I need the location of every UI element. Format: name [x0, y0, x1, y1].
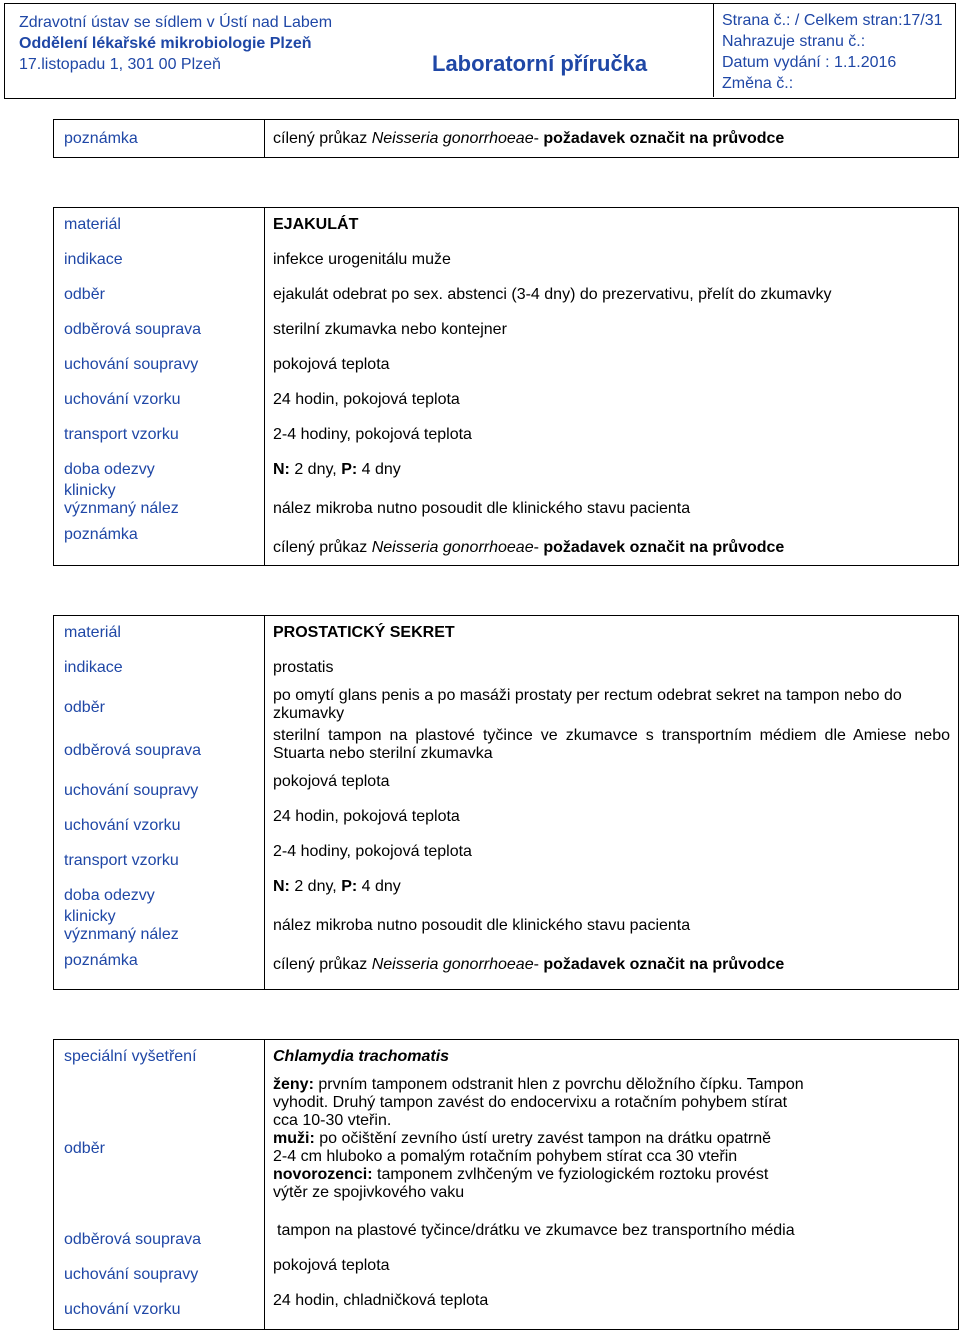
- odezva-n-label: N:: [273, 461, 290, 478]
- label-odber: odběr: [64, 699, 105, 716]
- label-doba-odezvy: doba odezvy: [64, 887, 155, 904]
- novorozenci-text: tamponem zvlhčeným ve fyziologickém roztoku provést výtěr ze spojivkového vaku: [273, 1166, 769, 1201]
- header-meta: [713, 4, 955, 97]
- zeny-text: prvním tamponem odstranit hlen z povrchu děložního čípku. Tampon vyhodit. Druhý tampon zavést do endocervixu a rotačním pohybem stírat cca 10-30 vteřin.: [273, 1076, 804, 1129]
- value-transport: 2-4 hodiny, pokojová teplota: [273, 843, 472, 860]
- chlamydia-values: [265, 1040, 959, 1330]
- label-odber: odběr: [64, 1140, 105, 1157]
- note-table: [53, 119, 959, 158]
- label-poznamka: poznámka: [64, 952, 138, 969]
- value-souprava: sterilní zkumavka nebo kontejner: [273, 321, 507, 338]
- label-poznamka: poznámka: [64, 526, 138, 543]
- ejakulat-values: [265, 208, 959, 566]
- note-text-2: -: [533, 129, 544, 147]
- label-uchovani-vzorku: uchování vzorku: [64, 817, 181, 834]
- value-odber: ejakulát odebrat po sex. abstenci (3-4 dny) do prezervativu, přelít do zkumavky: [273, 286, 832, 303]
- value-material: EJAKULÁT: [273, 216, 359, 233]
- odezva-n-value: 2 dny,: [289, 878, 342, 895]
- label-uchovani-soupravy: uchování soupravy: [64, 1266, 199, 1283]
- value-uchovani-vzorku: 24 hodin, pokojová teplota: [273, 808, 460, 825]
- ejakulat-table: [53, 207, 959, 566]
- issue-date: Datum vydání : 1.1.2016: [722, 54, 897, 71]
- value-transport: 2-4 hodiny, pokojová teplota: [273, 426, 472, 443]
- novorozenci-label: novorozenci:: [273, 1166, 373, 1183]
- replaces-page: Nahrazuje stranu č.:: [722, 33, 866, 50]
- label-indikace: indikace: [64, 251, 123, 268]
- value-uchovani-vzorku: 24 hodin, chladničková teplota: [273, 1292, 489, 1309]
- label-uchovani-vzorku: uchování vzorku: [64, 1301, 181, 1318]
- value-doba-odezvy: [273, 461, 958, 479]
- header-org: [19, 12, 332, 75]
- chlamydia-table: [53, 1039, 959, 1330]
- value-doba-odezvy: [273, 878, 958, 896]
- label-transport: transport vzorku: [64, 426, 179, 443]
- label-transport: transport vzorku: [64, 852, 179, 869]
- value-poznamka: [273, 956, 958, 974]
- change-number: Změna č.:: [722, 75, 794, 92]
- label-klinicky: klinicky: [64, 482, 116, 499]
- zeny-label: ženy:: [273, 1076, 314, 1093]
- label-uchovani-soupravy: uchování soupravy: [64, 782, 199, 799]
- value-indikace: prostatis: [273, 659, 334, 676]
- note-label: poznámka: [54, 120, 265, 158]
- value-poznamka: [273, 539, 958, 557]
- value-zeny: [273, 1076, 958, 1130]
- ejakulat-labels: [54, 208, 265, 566]
- prostata-table: [53, 615, 959, 990]
- value-nalez: nález mikroba nutno posoudit dle klinického stavu pacienta: [273, 917, 691, 934]
- note-requirement: požadavek označit na průvodce: [543, 129, 785, 147]
- label-specialni-vysetreni: speciální vyšetření: [64, 1048, 197, 1065]
- label-doba-odezvy: doba odezvy: [64, 461, 155, 478]
- pozn-dash: -: [533, 956, 544, 973]
- label-souprava: odběrová souprava: [64, 1231, 201, 1248]
- chlamydia-labels: [54, 1040, 265, 1330]
- page-number: Strana č.: / Celkem stran:17/31: [722, 12, 943, 29]
- label-souprava: odběrová souprava: [64, 321, 201, 338]
- dept-name: Oddělení lékařské mikrobiologie Plzeň: [19, 35, 312, 52]
- value-uchovani-soupravy: pokojová teplota: [273, 773, 390, 790]
- value-uchovani-soupravy: pokojová teplota: [273, 1257, 390, 1274]
- label-indikace: indikace: [64, 659, 123, 676]
- value-indikace: infekce urogenitálu muže: [273, 251, 451, 268]
- pozn-text: cílený průkaz: [273, 956, 372, 973]
- label-material: materiál: [64, 624, 121, 641]
- label-material: materiál: [64, 216, 121, 233]
- muzi-text: po očištění zevního ústí uretry zavést tampon na drátku opatrně 2-4 cm hluboko a pomalým rotačním pohybem stírat cca 30 vteřin: [273, 1130, 772, 1165]
- odezva-p-label: P:: [341, 878, 358, 895]
- document-title: Laboratorní příručka: [432, 51, 648, 76]
- prostata-labels: [54, 616, 265, 990]
- label-odber: odběr: [64, 286, 105, 303]
- muzi-label: muži:: [273, 1130, 315, 1147]
- value-odber: po omytí glans penis a po masáži prostaty per rectum odebrat sekret na tampon nebo do zkumavky: [273, 687, 902, 722]
- pozn-requirement: požadavek označit na průvodce: [543, 539, 785, 556]
- pozn-organism: Neisseria gonorrhoeae: [371, 539, 534, 556]
- value-muzi: [273, 1130, 958, 1166]
- odezva-p-label: P:: [341, 461, 358, 478]
- value-uchovani-soupravy: pokojová teplota: [273, 356, 390, 373]
- value-souprava: sterilní tampon na plastové tyčince ve zkumavce s transportním médiem dle Amiese nebo Stuarta nebo sterilní zkumavka: [273, 727, 950, 762]
- label-uchovani-vzorku: uchování vzorku: [64, 391, 181, 408]
- value-material: PROSTATICKÝ SEKRET: [273, 624, 455, 641]
- label-nalez: význmaný nález: [64, 926, 179, 943]
- org-address: 17.listopadu 1, 301 00 Plzeň: [19, 56, 221, 73]
- label-klinicky: klinicky: [64, 908, 116, 925]
- odezva-p-value: 4 dny: [357, 878, 401, 895]
- odezva-n-label: N:: [273, 878, 290, 895]
- value-souprava: tampon na plastové tyčince/drátku ve zkumavce bez transportního média: [277, 1222, 795, 1239]
- pozn-organism: Neisseria gonorrhoeae: [371, 956, 534, 973]
- pozn-dash: -: [533, 539, 544, 556]
- pozn-text: cílený průkaz: [273, 539, 372, 556]
- odezva-p-value: 4 dny: [357, 461, 401, 478]
- label-nalez: význmaný nález: [64, 500, 179, 517]
- label-uchovani-soupravy: uchování soupravy: [64, 356, 199, 373]
- note-value: [265, 120, 959, 158]
- note-text-1: cílený průkaz: [273, 129, 372, 147]
- value-nalez: nález mikroba nutno posoudit dle klinického stavu pacienta: [273, 500, 691, 517]
- value-organism-title: Chlamydia trachomatis: [273, 1048, 450, 1065]
- pozn-requirement: požadavek označit na průvodce: [543, 956, 785, 973]
- value-novorozenci: [273, 1166, 958, 1202]
- org-name: Zdravotní ústav se sídlem v Ústí nad Labem: [19, 14, 333, 31]
- page-header: [4, 3, 956, 99]
- note-organism: Neisseria gonorrhoeae: [371, 129, 534, 147]
- label-souprava: odběrová souprava: [64, 742, 201, 759]
- odezva-n-value: 2 dny,: [289, 461, 342, 478]
- prostata-values: [265, 616, 959, 990]
- value-uchovani-vzorku: 24 hodin, pokojová teplota: [273, 391, 460, 408]
